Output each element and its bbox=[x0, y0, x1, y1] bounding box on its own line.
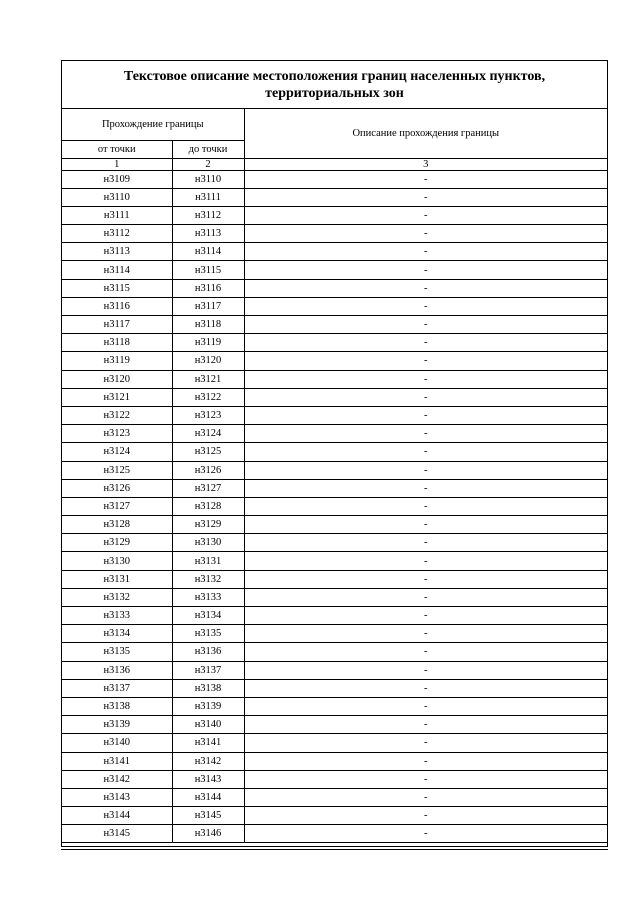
header-boundary-passage: Прохождение границы bbox=[62, 109, 244, 140]
boundary-table bbox=[62, 109, 607, 843]
header-col-number-3: 3 bbox=[244, 158, 607, 170]
cell-description: - bbox=[244, 734, 607, 752]
cell-description: - bbox=[244, 661, 607, 679]
header-from-point: от точки bbox=[62, 140, 172, 158]
table-row bbox=[62, 279, 607, 297]
table-row bbox=[62, 206, 607, 224]
cell-to-point: н3120 bbox=[172, 352, 244, 370]
document-frame bbox=[61, 60, 608, 847]
cell-description: - bbox=[244, 425, 607, 443]
header-col-number-2: 2 bbox=[172, 158, 244, 170]
cell-description: - bbox=[244, 643, 607, 661]
table-row bbox=[62, 225, 607, 243]
table-row bbox=[62, 716, 607, 734]
table-row bbox=[62, 534, 607, 552]
cell-from-point: н3116 bbox=[62, 297, 172, 315]
cell-to-point: н3114 bbox=[172, 243, 244, 261]
cell-from-point: н3129 bbox=[62, 534, 172, 552]
cell-from-point: н3141 bbox=[62, 752, 172, 770]
cell-to-point: н3130 bbox=[172, 534, 244, 552]
cell-from-point: н3113 bbox=[62, 243, 172, 261]
table-row bbox=[62, 679, 607, 697]
cell-description: - bbox=[244, 461, 607, 479]
cell-description: - bbox=[244, 534, 607, 552]
cell-description: - bbox=[244, 225, 607, 243]
table-row bbox=[62, 570, 607, 588]
cell-description: - bbox=[244, 206, 607, 224]
table-row bbox=[62, 552, 607, 570]
cell-from-point: н3143 bbox=[62, 788, 172, 806]
cell-to-point: н3124 bbox=[172, 425, 244, 443]
cell-description: - bbox=[244, 443, 607, 461]
cell-description: - bbox=[244, 188, 607, 206]
cell-from-point: н3130 bbox=[62, 552, 172, 570]
cell-description: - bbox=[244, 370, 607, 388]
cell-description: - bbox=[244, 607, 607, 625]
cell-to-point: н3146 bbox=[172, 825, 244, 843]
cell-from-point: н3120 bbox=[62, 370, 172, 388]
table-row bbox=[62, 461, 607, 479]
cell-from-point: н3139 bbox=[62, 716, 172, 734]
cell-description: - bbox=[244, 625, 607, 643]
cell-description: - bbox=[244, 243, 607, 261]
cell-to-point: н3140 bbox=[172, 716, 244, 734]
cell-description: - bbox=[244, 552, 607, 570]
cell-description: - bbox=[244, 279, 607, 297]
table-row bbox=[62, 807, 607, 825]
cell-from-point: н3145 bbox=[62, 825, 172, 843]
cell-description: - bbox=[244, 752, 607, 770]
table-row bbox=[62, 170, 607, 188]
cell-description: - bbox=[244, 825, 607, 843]
cell-to-point: н3126 bbox=[172, 461, 244, 479]
cell-from-point: н3110 bbox=[62, 188, 172, 206]
table-row bbox=[62, 497, 607, 515]
cell-description: - bbox=[244, 697, 607, 715]
header-col-number-1: 1 bbox=[62, 158, 172, 170]
cell-from-point: н3137 bbox=[62, 679, 172, 697]
cell-description: - bbox=[244, 170, 607, 188]
table-row bbox=[62, 516, 607, 534]
cell-to-point: н3127 bbox=[172, 479, 244, 497]
cell-from-point: н3127 bbox=[62, 497, 172, 515]
cell-from-point: н3112 bbox=[62, 225, 172, 243]
table-row bbox=[62, 479, 607, 497]
cell-description: - bbox=[244, 570, 607, 588]
cell-to-point: н3118 bbox=[172, 316, 244, 334]
cell-from-point: н3126 bbox=[62, 479, 172, 497]
table-row bbox=[62, 188, 607, 206]
table-row bbox=[62, 661, 607, 679]
header-description: Описание прохождения границы bbox=[244, 109, 607, 158]
table-row bbox=[62, 607, 607, 625]
cell-from-point: н3117 bbox=[62, 316, 172, 334]
cell-to-point: н3131 bbox=[172, 552, 244, 570]
cell-description: - bbox=[244, 788, 607, 806]
cell-from-point: н3132 bbox=[62, 588, 172, 606]
cell-to-point: н3138 bbox=[172, 679, 244, 697]
cell-to-point: н3134 bbox=[172, 607, 244, 625]
cell-description: - bbox=[244, 679, 607, 697]
table-row bbox=[62, 297, 607, 315]
table-row bbox=[62, 734, 607, 752]
cell-to-point: н3113 bbox=[172, 225, 244, 243]
table-row bbox=[62, 697, 607, 715]
cell-from-point: н3109 bbox=[62, 170, 172, 188]
table-row bbox=[62, 370, 607, 388]
cell-to-point: н3125 bbox=[172, 443, 244, 461]
cell-from-point: н3121 bbox=[62, 388, 172, 406]
table-row bbox=[62, 352, 607, 370]
cell-to-point: н3117 bbox=[172, 297, 244, 315]
cell-description: - bbox=[244, 516, 607, 534]
cell-to-point: н3129 bbox=[172, 516, 244, 534]
table-row bbox=[62, 243, 607, 261]
cell-to-point: н3145 bbox=[172, 807, 244, 825]
table-row bbox=[62, 752, 607, 770]
cell-to-point: н3116 bbox=[172, 279, 244, 297]
cell-to-point: н3144 bbox=[172, 788, 244, 806]
cell-from-point: н3135 bbox=[62, 643, 172, 661]
cell-from-point: н3131 bbox=[62, 570, 172, 588]
table-body bbox=[62, 170, 607, 843]
cell-from-point: н3133 bbox=[62, 607, 172, 625]
table-row bbox=[62, 261, 607, 279]
cell-description: - bbox=[244, 388, 607, 406]
cell-from-point: н3119 bbox=[62, 352, 172, 370]
cell-description: - bbox=[244, 497, 607, 515]
cell-to-point: н3141 bbox=[172, 734, 244, 752]
cell-to-point: н3137 bbox=[172, 661, 244, 679]
cell-from-point: н3124 bbox=[62, 443, 172, 461]
cell-to-point: н3136 bbox=[172, 643, 244, 661]
table-row bbox=[62, 770, 607, 788]
cell-description: - bbox=[244, 716, 607, 734]
cell-from-point: н3122 bbox=[62, 406, 172, 424]
cell-description: - bbox=[244, 297, 607, 315]
header-to-point: до точки bbox=[172, 140, 244, 158]
cell-from-point: н3134 bbox=[62, 625, 172, 643]
cell-from-point: н3142 bbox=[62, 770, 172, 788]
cell-description: - bbox=[244, 352, 607, 370]
cell-from-point: н3115 bbox=[62, 279, 172, 297]
cell-to-point: н3132 bbox=[172, 570, 244, 588]
table-row bbox=[62, 406, 607, 424]
table-row bbox=[62, 443, 607, 461]
table-row bbox=[62, 388, 607, 406]
cell-from-point: н3118 bbox=[62, 334, 172, 352]
cell-to-point: н3111 bbox=[172, 188, 244, 206]
cell-from-point: н3114 bbox=[62, 261, 172, 279]
cell-description: - bbox=[244, 406, 607, 424]
cell-from-point: н3128 bbox=[62, 516, 172, 534]
cell-description: - bbox=[244, 479, 607, 497]
cell-description: - bbox=[244, 334, 607, 352]
cell-to-point: н3112 bbox=[172, 206, 244, 224]
table-row bbox=[62, 588, 607, 606]
cell-to-point: н3135 bbox=[172, 625, 244, 643]
table-row bbox=[62, 425, 607, 443]
table-row bbox=[62, 788, 607, 806]
cell-from-point: н3123 bbox=[62, 425, 172, 443]
cell-from-point: н3138 bbox=[62, 697, 172, 715]
cell-from-point: н3140 bbox=[62, 734, 172, 752]
table-row bbox=[62, 316, 607, 334]
cell-to-point: н3128 bbox=[172, 497, 244, 515]
table-row bbox=[62, 643, 607, 661]
cell-to-point: н3143 bbox=[172, 770, 244, 788]
cell-description: - bbox=[244, 316, 607, 334]
cell-description: - bbox=[244, 261, 607, 279]
table-row bbox=[62, 825, 607, 843]
cell-from-point: н3125 bbox=[62, 461, 172, 479]
cell-to-point: н3133 bbox=[172, 588, 244, 606]
cell-description: - bbox=[244, 588, 607, 606]
cell-to-point: н3122 bbox=[172, 388, 244, 406]
table-row bbox=[62, 334, 607, 352]
cell-description: - bbox=[244, 770, 607, 788]
cell-to-point: н3119 bbox=[172, 334, 244, 352]
cell-to-point: н3121 bbox=[172, 370, 244, 388]
cell-from-point: н3136 bbox=[62, 661, 172, 679]
cell-from-point: н3144 bbox=[62, 807, 172, 825]
bottom-rule bbox=[61, 849, 608, 850]
cell-to-point: н3139 bbox=[172, 697, 244, 715]
cell-to-point: н3142 bbox=[172, 752, 244, 770]
document-title: Текстовое описание местоположения границ населенных пунктов, территориальных зон bbox=[62, 61, 607, 109]
cell-to-point: н3110 bbox=[172, 170, 244, 188]
cell-to-point: н3123 bbox=[172, 406, 244, 424]
cell-to-point: н3115 bbox=[172, 261, 244, 279]
cell-description: - bbox=[244, 807, 607, 825]
table-row bbox=[62, 625, 607, 643]
cell-from-point: н3111 bbox=[62, 206, 172, 224]
